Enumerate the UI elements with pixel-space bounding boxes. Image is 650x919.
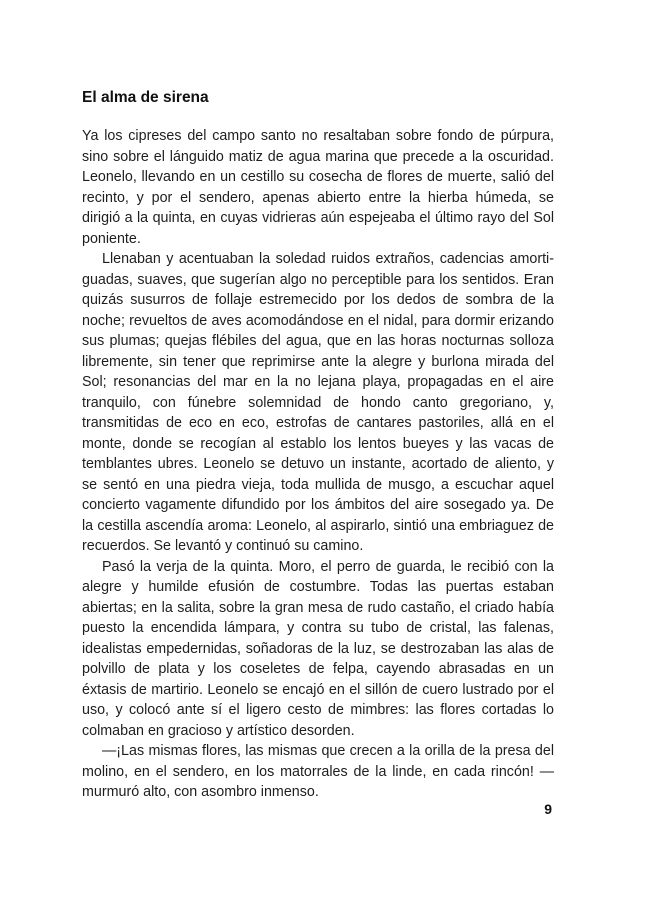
book-page [82, 0, 554, 919]
paragraph-1: Ya los cipreses del campo santo no resaltaban sobre fondo de púrpura, sino sobre el lánguido matiz de agua marina que precede a la oscuridad. Leonelo, llevando en un cestillo su cosecha de flores de muerte, salió del recinto, y por el sendero, apenas abierto entre la hierba húmeda, se dirigió a la quinta, en cuyas vidrieras aún espejeaba el último rayo del Sol poniente. [82, 128, 554, 247]
page-number: 9 [544, 801, 552, 817]
chapter-body [82, 126, 554, 803]
chapter-title: El alma de sirena [82, 89, 209, 106]
paragraph-2: Llenaban y acentuaban la soledad ruidos extraños, cadencias amortiguadas, suaves, que sugerían algo no perceptible para los sentidos. Eran quizás susurros de follaje estremecido por los dedos de sombra de la noche; revueltos de aves acomodándose en el nidal, para dormir erizando sus plumas; quejas flébiles del agua, que en las horas nocturnas solloza libremente, sin tener que reprimirse ante la alegre y burlona mirada del Sol; resonancias del mar en la no lejana playa, propagadas en el aire tranquilo, con fúnebre solemnidad de hondo canto gregoriano, y, transmitidas de eco en eco, estrofas de cantares pastoriles, allá en el monte, donde se recogían al establo los lentos bueyes y las vacas de temblantes ubres. Leonelo se detuvo un instante, acortado de aliento, y se sentó en una piedra vieja, toda mullida de musgo, a escuchar aquel concierto vagamente difundido por los ámbitos del aire sosegado ya. De la cestilla ascendía aroma: Leonelo, al aspirarlo, sintió una embriaguez de recuerdos. Se levantó y continuó su camino. [82, 251, 554, 554]
paragraph-3: Pasó la verja de la quinta. Moro, el perro de guarda, le recibió con la alegre y humilde efusión de costumbre. Todas las puertas estaban abiertas; en la salita, sobre la gran mesa de rudo castaño, el criado había puesto la encendida lámpara, y contra su tubo de cristal, las falenas, idealistas empedernidas, soñadoras de la luz, se destrozaban las alas de polvillo de plata y los coseletes de felpa, cayendo abrasadas en un éxtasis de martirio. Leonelo se encajó en el sillón de cuero lustrado por el uso, y colocó ante sí el ligero cesto de mimbres: las flores cortadas lo colmaban en gracioso y artístico desorden. [82, 558, 554, 739]
paragraph-4: —¡Las mismas flores, las mismas que crecen a la orilla de la presa del molino, en el sendero, en los matorrales de la linde, en cada rincón! —murmuró alto, con asombro inmenso. [82, 743, 554, 800]
